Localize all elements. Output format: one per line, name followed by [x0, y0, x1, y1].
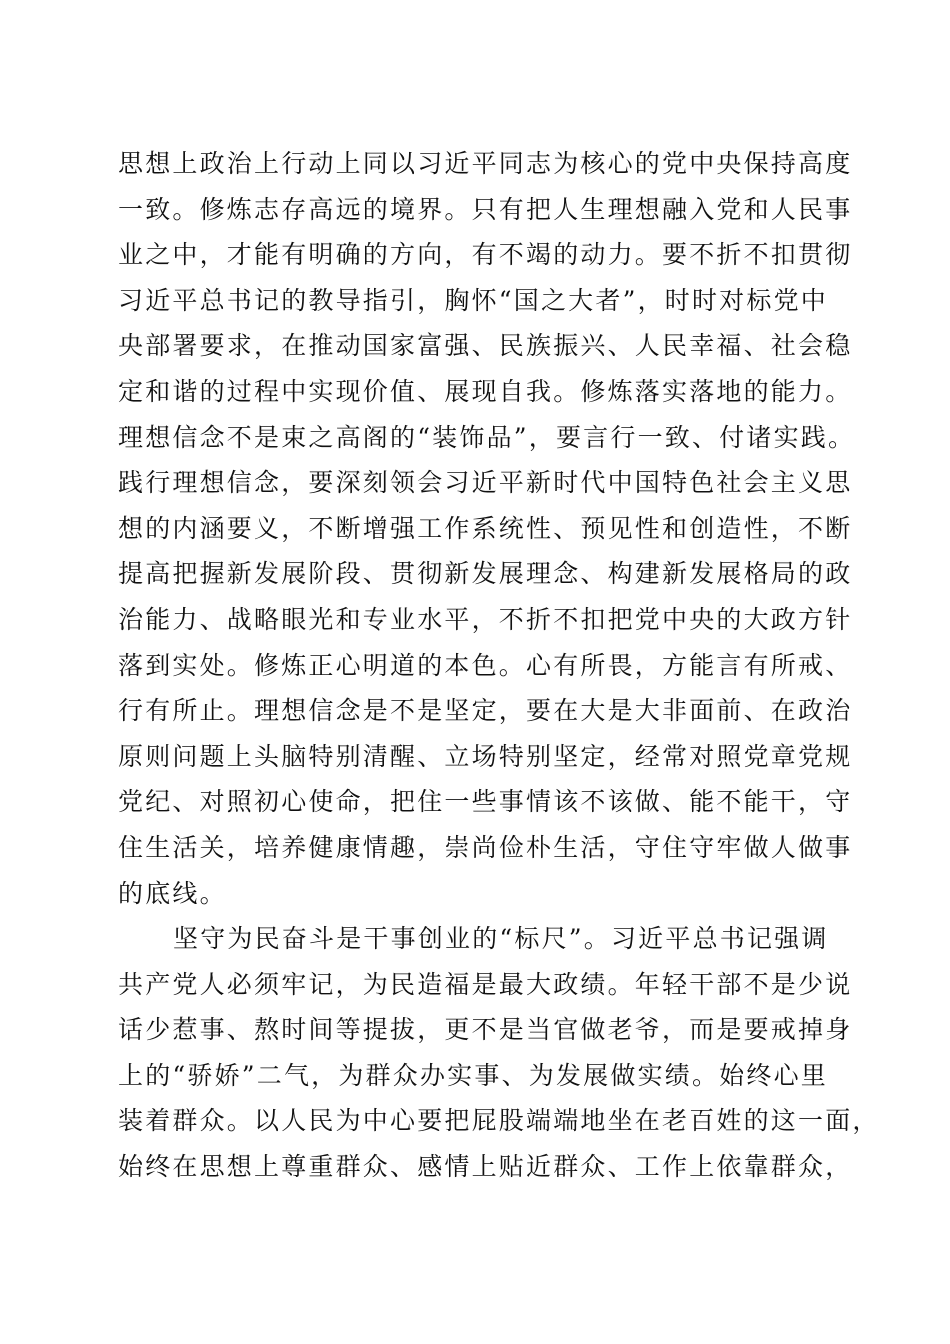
text-line: 提高把握新发展阶段、贯彻新发展理念、构建新发展格局的政 [118, 559, 853, 589]
text-line: 习近平总书记的教导指引，胸怀“国之大者”，时时对标党中 [118, 285, 828, 315]
text-line: 上的“骄娇”二气，为群众办实事、为发展做实绩。始终心里 [118, 1060, 828, 1090]
text-line: 行有所止。理想信念是不是坚定，要在大是大非面前、在政治 [118, 696, 853, 726]
text-line: 始终在思想上尊重群众、感情上贴近群众、工作上依靠群众， [118, 1152, 853, 1182]
text-line: 定和谐的过程中实现价值、展现自我。修炼落实落地的能力。 [118, 376, 853, 406]
text-line: 共产党人必须牢记，为民造福是最大政绩。年轻干部不是少说 [118, 969, 853, 999]
text-line: 业之中，才能有明确的方向，有不竭的动力。要不折不扣贯彻 [118, 240, 853, 270]
text-line: 的底线。 [118, 878, 227, 908]
text-line: 理想信念不是束之高阁的“装饰品”，要言行一致、付诸实践。 [118, 422, 856, 452]
body-text [118, 141, 880, 1190]
text-line: 央部署要求，在推动国家富强、民族振兴、人民幸福、社会稳 [118, 331, 853, 361]
text-line: 治能力、战略眼光和专业水平，不折不扣把党中央的大政方针 [118, 604, 853, 634]
text-line: 一致。修炼志存高远的境界。只有把人生理想融入党和人民事 [118, 194, 853, 224]
text-line: 践行理想信念，要深刻领会习近平新时代中国特色社会主义思 [118, 468, 853, 498]
text-line: 党纪、对照初心使命，把住一些事情该不该做、能不能干，守 [118, 787, 853, 817]
text-line: 思想上政治上行动上同以习近平同志为核心的党中央保持高度 [118, 149, 853, 178]
text-line: 想的内涵要义，不断增强工作系统性、预见性和创造性，不断 [118, 513, 853, 543]
text-line: 落到实处。修炼正心明道的本色。心有所畏，方能言有所戒、 [118, 650, 853, 680]
paragraph-first-line: 坚守为民奋斗是干事创业的“标尺”。习近平总书记强调 [173, 924, 829, 954]
text-line: 装着群众。以人民为中心要把屁股端端地坐在老百姓的这一面， [118, 1106, 880, 1136]
text-line: 原则问题上头脑特别清醒、立场特别坚定，经常对照党章党规 [118, 741, 853, 771]
text-line: 话少惹事、熬时间等提拔，更不是当官做老爷，而是要戒掉身 [118, 1015, 853, 1045]
text-line: 住生活关，培养健康情趣，崇尚俭朴生活，守住守牢做人做事 [118, 832, 853, 862]
